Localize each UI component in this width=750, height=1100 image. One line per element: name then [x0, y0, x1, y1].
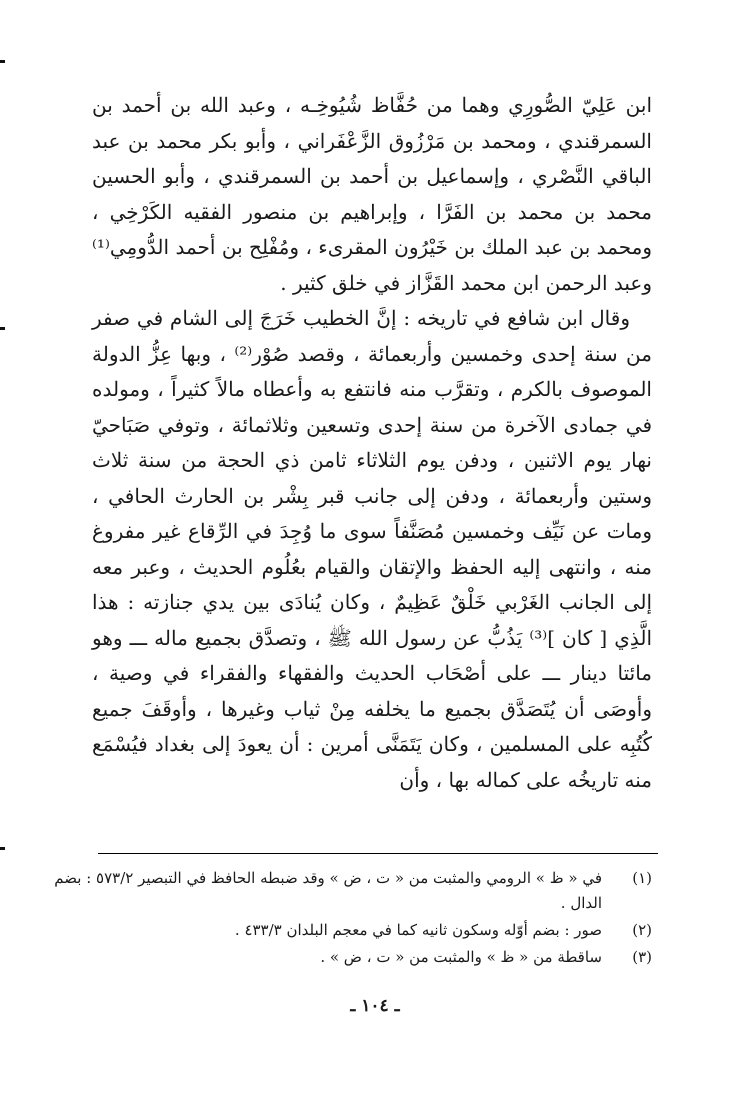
- footnote-1: [42, 866, 652, 916]
- footnotes: [42, 866, 652, 972]
- paragraph-1: ابن عَلِيّ الصُّورِي وهما من حُفَّاظ شُيُوخِـه ، وعبد الله بن أحمد بن السمرقندي ، ومحمد بن مَرْزُوق الزَّعْفَراني ، وأبو بكر محمد بن عبد الباقي النَّصْري ، وإسماعيل بن أحمد بن السمرقندي ، وأبو الحسين محمد بن محمد بن الفَرَّا ، وإبراهيم بن منصور الفقيه الكَرْخِي ، ومحمد بن عبد الملك بن خَيْرُون المقرىء ، ومُفْلِح بن أحمد الدُّومِي⁽¹⁾ وعبد الرحمن ابن محمد القَزَّاز في خلق كثير .: [92, 93, 652, 295]
- footnote-number: (٢): [632, 921, 652, 939]
- footnote-text: صور : بضم أوّله وسكون ثانيه كما في معجم البلدان ٤٣٣/٣ .: [234, 921, 602, 939]
- footnote-text: ساقطة من « ظ » والمثبت من « ت ، ض » .: [320, 948, 602, 966]
- main-text: [92, 88, 652, 798]
- footnote-number: (٣): [632, 948, 652, 966]
- footnote-separator: [98, 853, 658, 854]
- margin-mark-middle: [0, 327, 5, 330]
- footnote-number: (١): [632, 869, 652, 887]
- paragraph-2: وقال ابن شافع في تاريخه : إنَّ الخطيب خَرَجَ إلى الشام في صفر من سنة إحدى وخمسين وأربعمائة ، وقصد صُوْر⁽²⁾ ، وبها عِزُّ الدولة الموصوف بالكرم ، وتقرَّب منه فانتفع به وأعطاه مالاً كثيراً ، ومولده في جمادى الآخرة من سنة إحدى وتسعين وثلاثمائة ، وتوفي صَبَاحيّ نهار يوم الاثنين ، ودفن يوم الثلاثاء ثامن ذي الحجة من سنة ثلاث وستين وأربعمائة ، ودفن إلى جانب قبر بِشْر بن الحارث الحافي ، ومات عن نَيِّف وخمسين مُصَنَّفاً سوى ما وُجِدَ في الرِّقاع غير مفروغ منه ، وانتهى إليه الحفظ والإتقان والقيام بعُلُوم الحديث ، وعبر معه إلى الجانب الغَرْبي خَلْقٌ عَظِيمٌ ، وكان يُنادَى بين يدي جنازته : هذا الَّذِي [ كان ]⁽³⁾ يَذُبُّ عن رسول الله ﷺ ، وتصدَّق بجميع ماله ـــ وهو مائتا دينار ـــ على أصْحَاب الحديث والفقهاء والفقراء في وصية ، وأوصَى أن يُتَصَدَّق بجميع ما يخلفه مِنْ ثياب وغيرها ، وأوقَفَ جميع كُتُبِه على المسلمين ، وكان يَتَمَنَّى أمرين : أن يعودَ إلى بغداد فيُسْمَع منه تاريخُه على كماله بها ، وأن: [92, 306, 652, 792]
- footnote-2: [42, 918, 652, 943]
- footnote-text: في « ظ » الرومي والمثبت من « ت ، ض » وقد ضبطه الحافظ في التبصير ٥٧٣/٢ : بضم الدال .: [54, 869, 602, 912]
- margin-mark-top: [0, 60, 5, 63]
- page-number: ـ ١٠٤ ـ: [350, 996, 400, 1016]
- footnote-3: [42, 945, 652, 970]
- margin-mark-bottom: [0, 847, 5, 850]
